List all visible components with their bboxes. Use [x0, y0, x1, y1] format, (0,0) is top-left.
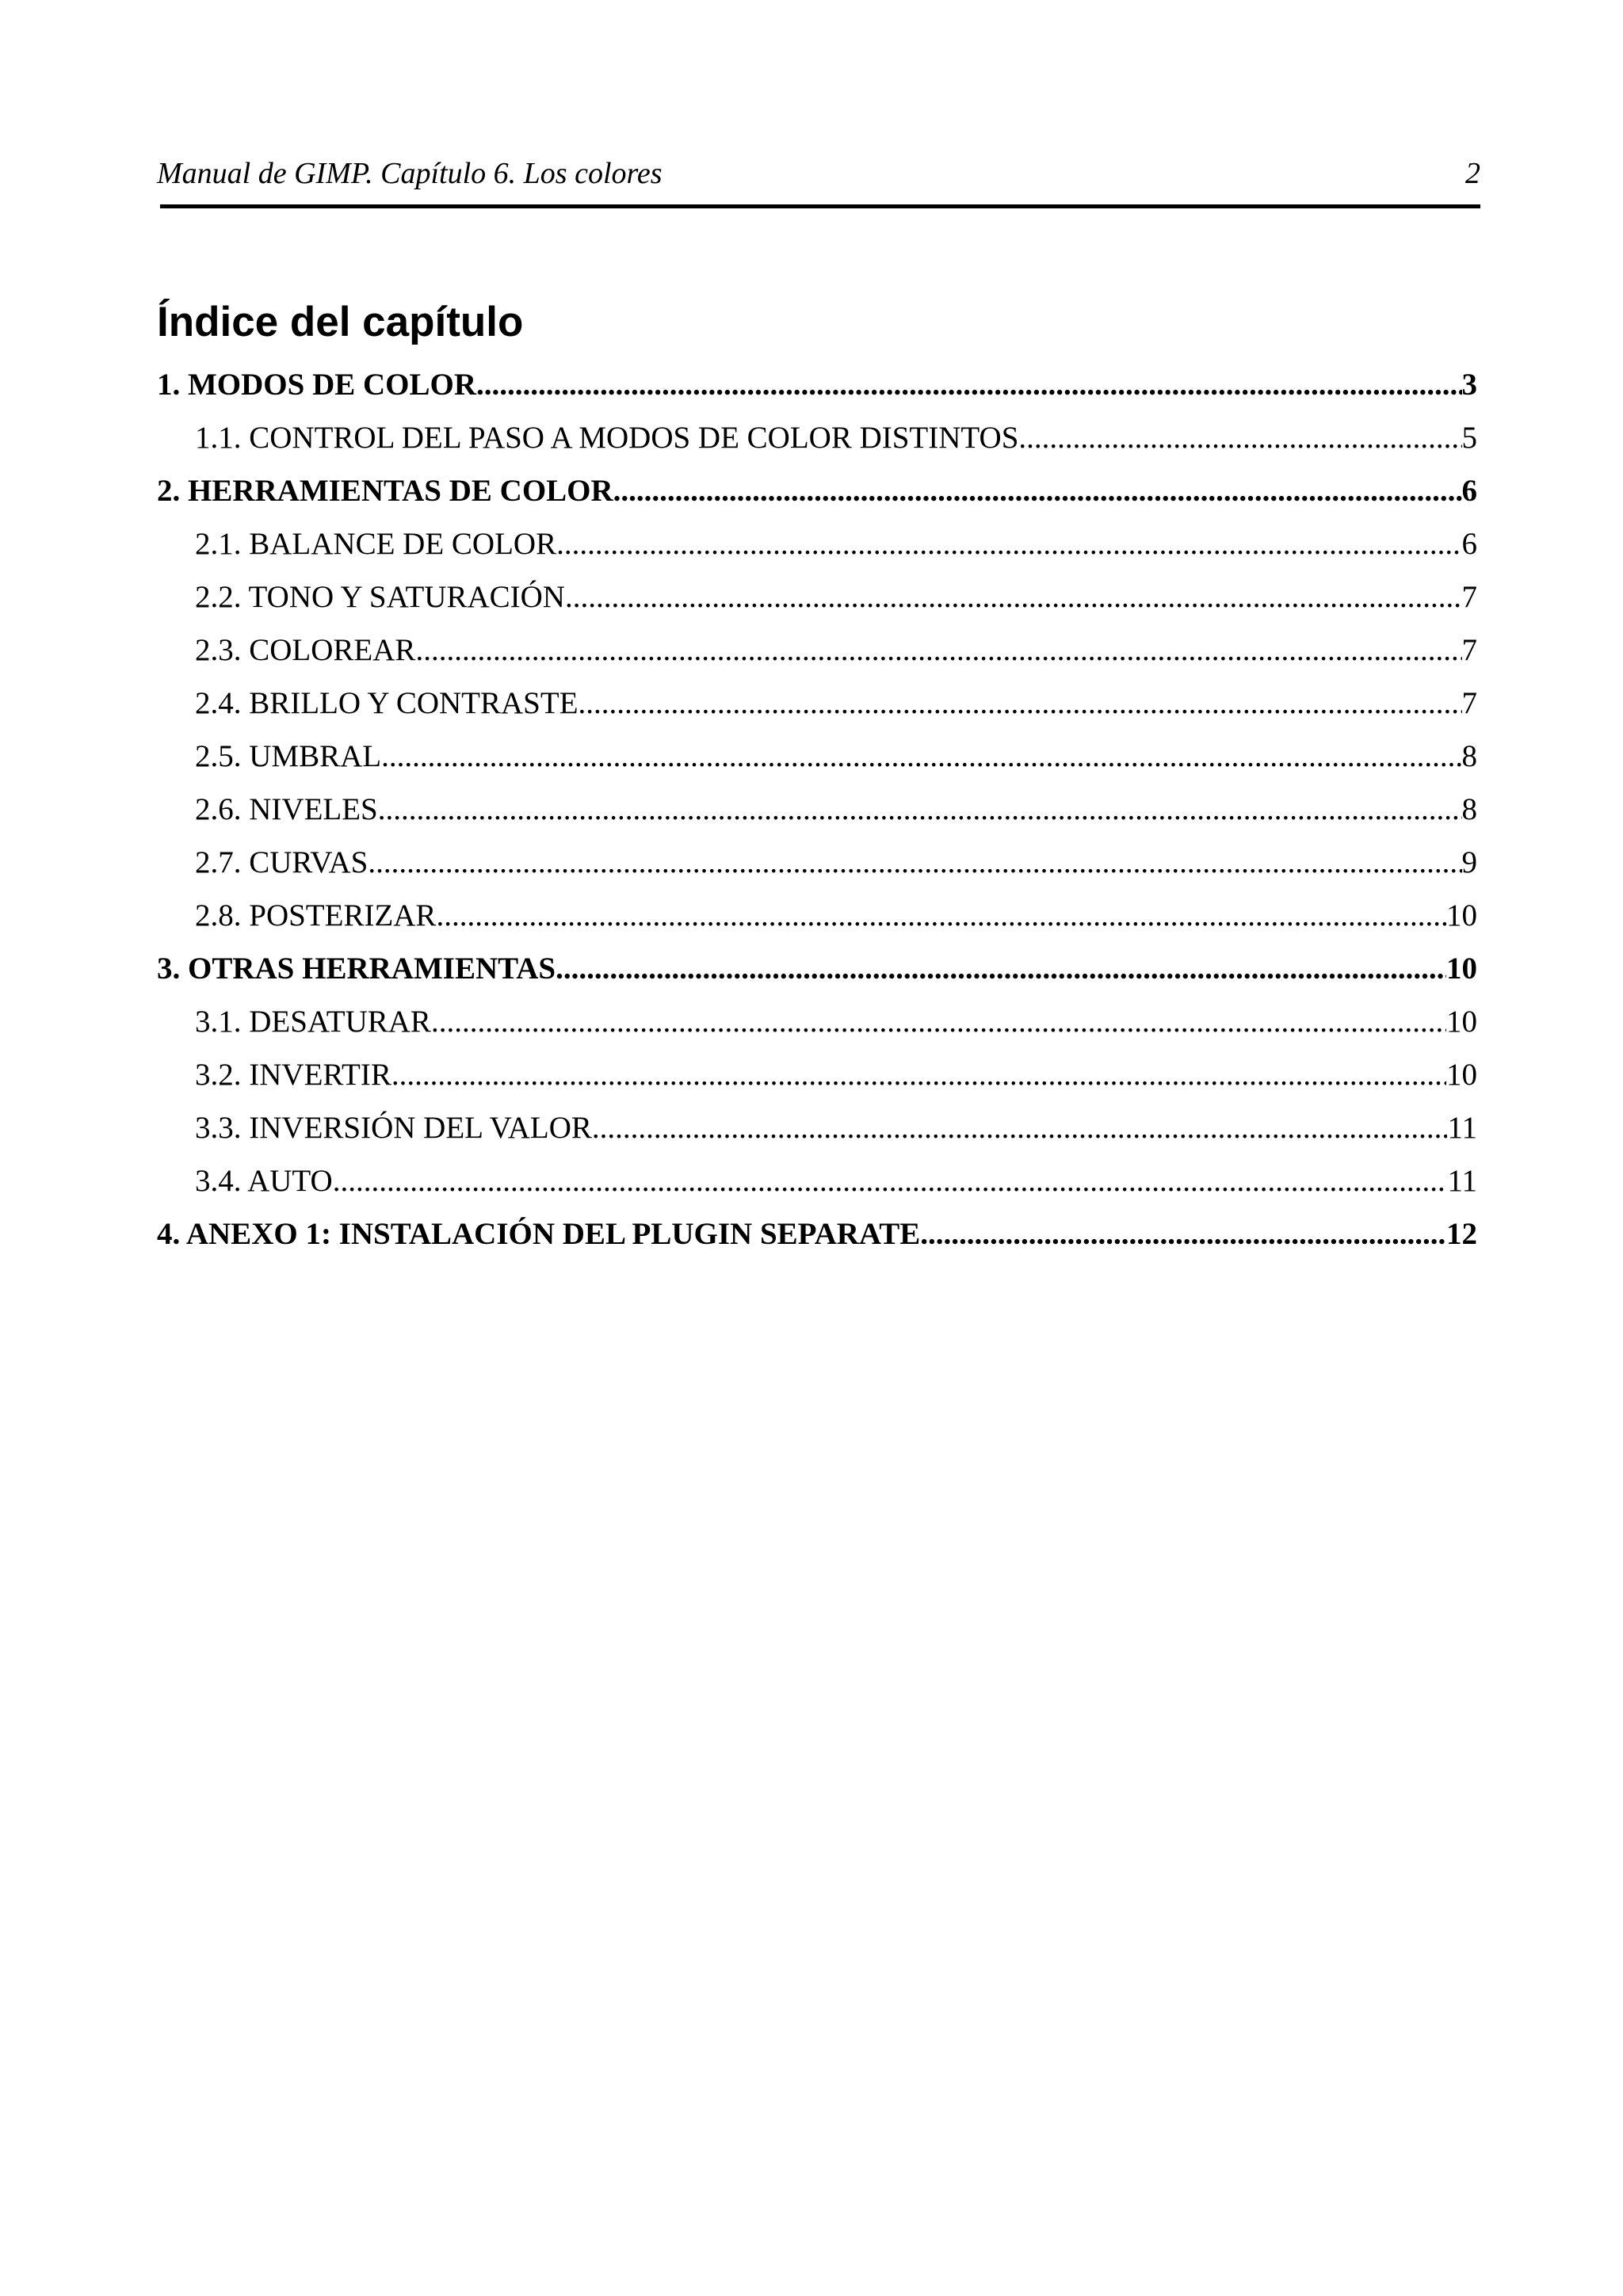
- toc-dot-leader: [391, 1048, 1446, 1101]
- toc-entry-page: 7: [1461, 633, 1477, 667]
- toc-entry-page: 7: [1461, 686, 1477, 720]
- toc-entry-page: 7: [1461, 580, 1477, 614]
- toc-entry-page: 12: [1446, 1217, 1477, 1251]
- toc-entry-title: 2.7. CURVAS: [195, 845, 369, 879]
- toc-entry[interactable]: [157, 517, 1477, 570]
- toc-dot-leader: [556, 942, 1446, 995]
- toc-dot-leader: [1018, 411, 1461, 464]
- toc-entry-page: 8: [1461, 792, 1477, 826]
- toc-entry-title: 3.2. INVERTIR: [195, 1058, 391, 1092]
- toc-entry-page: 10: [1446, 898, 1477, 933]
- toc-entry-page: 8: [1461, 739, 1477, 773]
- toc-entry[interactable]: [157, 942, 1477, 995]
- toc-dot-leader: [476, 358, 1461, 411]
- toc-entry-title: 4. ANEXO 1: INSTALACIÓN DEL PLUGIN SEPARATE: [157, 1217, 921, 1251]
- toc-entry-title: 2.6. NIVELES: [195, 792, 378, 826]
- toc-dot-leader: [613, 464, 1462, 517]
- header-rule: [160, 204, 1480, 208]
- page-header: [157, 154, 1480, 193]
- toc-entry[interactable]: [157, 995, 1477, 1048]
- toc-entry-title: 2.1. BALANCE DE COLOR: [195, 527, 557, 561]
- toc-entry-title: 2.2. TONO Y SATURACIÓN: [195, 580, 565, 614]
- toc-entry-page: 11: [1447, 1164, 1477, 1198]
- header-page-number: 2: [1465, 157, 1480, 190]
- toc-entry-title: 2. HERRAMIENTAS DE COLOR: [157, 474, 613, 508]
- header-title: Manual de GIMP. Capítulo 6. Los colores: [157, 157, 663, 190]
- toc-entry-title: 1.1. CONTROL DEL PASO A MODOS DE COLOR DISTINTOS: [195, 421, 1019, 455]
- toc-entry-title: 2.4. BRILLO Y CONTRASTE: [195, 686, 579, 720]
- toc-dot-leader: [436, 889, 1446, 942]
- toc-entry[interactable]: [157, 1207, 1477, 1261]
- toc-entry[interactable]: [157, 730, 1477, 783]
- toc-dot-leader: [368, 836, 1461, 889]
- toc-entry[interactable]: [157, 889, 1477, 942]
- toc-dot-leader: [381, 730, 1461, 783]
- toc-entry[interactable]: [157, 836, 1477, 889]
- toc-entry-page: 5: [1461, 421, 1477, 455]
- toc-entry-title: 2.5. UMBRAL: [195, 739, 382, 773]
- toc-entry-page: 10: [1446, 952, 1477, 986]
- toc-entry-page: 3: [1461, 368, 1477, 402]
- toc-dot-leader: [579, 677, 1462, 730]
- toc-entry-page: 6: [1461, 527, 1477, 561]
- toc-heading: Índice del capítulo: [157, 299, 524, 345]
- toc-dot-leader: [378, 783, 1462, 836]
- toc-entry-title: 2.8. POSTERIZAR: [195, 898, 437, 933]
- toc-entry[interactable]: [157, 1154, 1477, 1207]
- toc-entry-title: 3.1. DESATURAR: [195, 1005, 431, 1039]
- toc-entry-title: 3.4. AUTO: [195, 1164, 333, 1198]
- toc-dot-leader: [920, 1207, 1446, 1261]
- toc-entry[interactable]: [157, 570, 1477, 624]
- toc-entry[interactable]: [157, 464, 1477, 517]
- toc-entry-page: 10: [1446, 1058, 1477, 1092]
- toc-entry-title: 3.3. INVERSIÓN DEL VALOR: [195, 1111, 592, 1145]
- toc-dot-leader: [556, 517, 1461, 570]
- toc-entry-page: 6: [1461, 474, 1477, 508]
- toc-entry[interactable]: [157, 624, 1477, 677]
- toc-entry[interactable]: [157, 1101, 1477, 1154]
- toc-entry[interactable]: [157, 677, 1477, 730]
- toc-dot-leader: [333, 1154, 1448, 1207]
- toc-dot-leader: [431, 995, 1446, 1048]
- toc-entry-page: 10: [1446, 1005, 1477, 1039]
- toc-entry[interactable]: [157, 1048, 1477, 1101]
- toc-entry-page: 11: [1447, 1111, 1477, 1145]
- toc-entry[interactable]: [157, 358, 1477, 411]
- toc-entry-title: 2.3. COLOREAR: [195, 633, 416, 667]
- toc-entry[interactable]: [157, 411, 1477, 464]
- toc-dot-leader: [565, 570, 1462, 624]
- toc-dot-leader: [415, 624, 1461, 677]
- toc-entry-title: 3. OTRAS HERRAMIENTAS: [157, 952, 556, 986]
- toc-entry-page: 9: [1461, 845, 1477, 879]
- toc-entry[interactable]: [157, 783, 1477, 836]
- toc-entry-title: 1. MODOS DE COLOR: [157, 368, 477, 402]
- toc-dot-leader: [592, 1101, 1448, 1154]
- table-of-contents: [157, 358, 1477, 1261]
